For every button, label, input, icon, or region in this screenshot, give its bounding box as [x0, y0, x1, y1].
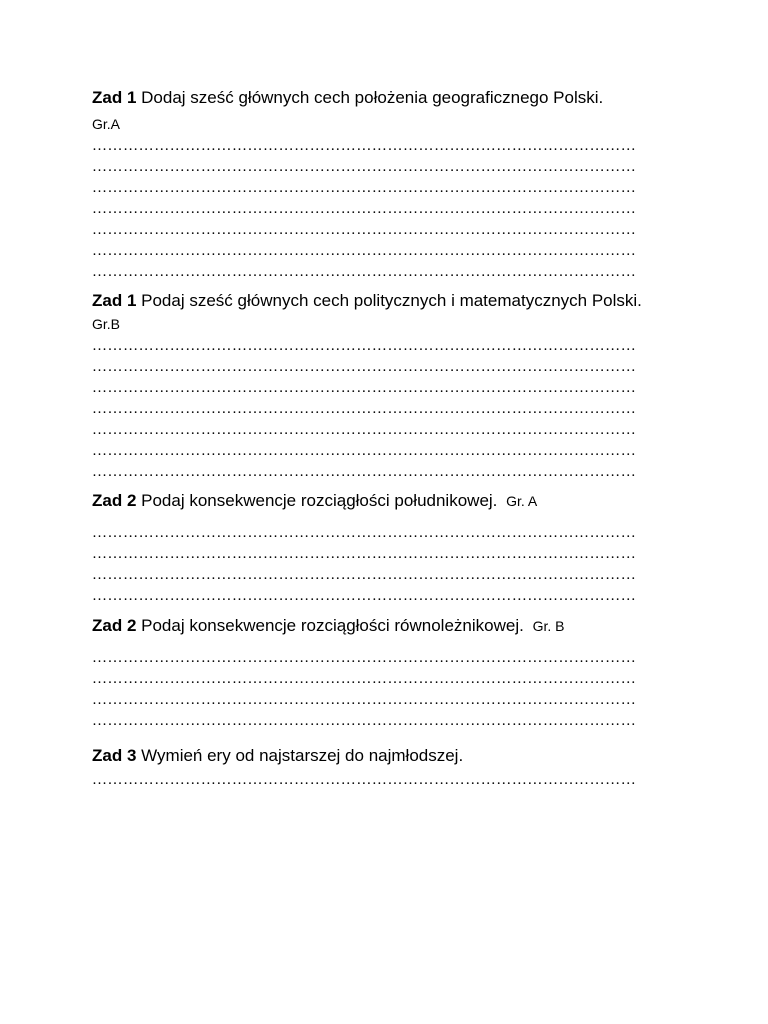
answer-line[interactable]: ……………………………………………………………………………………………: [92, 201, 637, 217]
answer-line[interactable]: ……………………………………………………………………………………………: [92, 588, 637, 604]
answer-line[interactable]: ……………………………………………………………………………………………: [92, 772, 637, 788]
answer-line[interactable]: ……………………………………………………………………………………………: [92, 138, 637, 154]
task-text: Podaj konsekwencje rozciągłości południkowej.: [141, 491, 498, 510]
task-1b-heading: [92, 291, 642, 311]
answer-line[interactable]: ……………………………………………………………………………………………: [92, 464, 637, 480]
answer-line[interactable]: ……………………………………………………………………………………………: [92, 443, 637, 459]
task-label: Zad 3: [92, 746, 137, 765]
group-label: Gr. A: [506, 493, 538, 509]
answer-line[interactable]: ……………………………………………………………………………………………: [92, 401, 637, 417]
answer-line[interactable]: ……………………………………………………………………………………………: [92, 546, 637, 562]
answer-line[interactable]: ……………………………………………………………………………………………: [92, 422, 637, 438]
task-1a-heading: [92, 88, 603, 108]
group-label: Gr. B: [532, 618, 565, 634]
task-text: Podaj sześć głównych cech politycznych i matematycznych Polski.: [141, 291, 642, 310]
answer-line[interactable]: ……………………………………………………………………………………………: [92, 692, 637, 708]
answer-line[interactable]: ……………………………………………………………………………………………: [92, 525, 637, 541]
task-2a-heading: [92, 491, 537, 511]
answer-line[interactable]: ……………………………………………………………………………………………: [92, 264, 637, 280]
answer-line[interactable]: ……………………………………………………………………………………………: [92, 650, 637, 666]
task-text: Wymień ery od najstarszej do najmłodszej.: [141, 746, 464, 765]
task-text: Podaj konsekwencje rozciągłości równoleżnikowej.: [141, 616, 524, 635]
task-label: Zad 2: [92, 616, 137, 635]
task-text: Dodaj sześć głównych cech położenia geograficznego Polski.: [141, 88, 604, 107]
answer-line[interactable]: ……………………………………………………………………………………………: [92, 180, 637, 196]
group-label: Gr.B: [92, 316, 121, 332]
answer-line[interactable]: ……………………………………………………………………………………………: [92, 222, 637, 238]
answer-line[interactable]: ……………………………………………………………………………………………: [92, 159, 637, 175]
answer-line[interactable]: ……………………………………………………………………………………………: [92, 671, 637, 687]
task-label: Zad 1: [92, 291, 137, 310]
answer-line[interactable]: ……………………………………………………………………………………………: [92, 243, 637, 259]
task-label: Zad 1: [92, 88, 137, 107]
group-label: Gr.A: [92, 116, 121, 132]
answer-line[interactable]: ……………………………………………………………………………………………: [92, 567, 637, 583]
answer-line[interactable]: ……………………………………………………………………………………………: [92, 713, 637, 729]
task-3-heading: [92, 746, 463, 766]
answer-line[interactable]: ……………………………………………………………………………………………: [92, 359, 637, 375]
answer-line[interactable]: ……………………………………………………………………………………………: [92, 380, 637, 396]
answer-line[interactable]: ……………………………………………………………………………………………: [92, 338, 637, 354]
task-label: Zad 2: [92, 491, 137, 510]
task-2b-heading: [92, 616, 564, 636]
